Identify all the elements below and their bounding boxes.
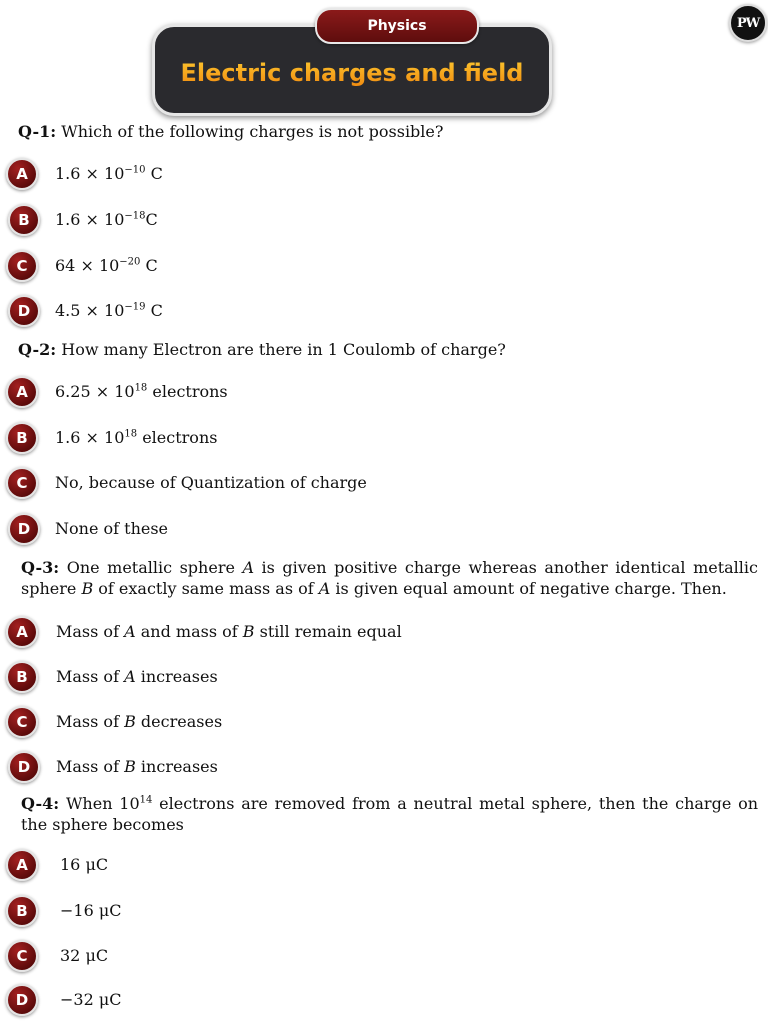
question-text: When $10^{14}$ electrons are removed from a neutral metal sphere, then the charge on the sphere becomes: [21, 794, 759, 834]
question-text: How many Electron are there in 1 Coulomb of charge?: [61, 340, 506, 359]
option-text: $4.5 \times 10^{-19}$ C: [55, 301, 163, 320]
option-text: $64 \times 10^{-20}$ C: [55, 256, 158, 275]
option-text: −16 μC: [60, 901, 122, 920]
option-text: None of these: [55, 519, 169, 538]
option-badge: D: [8, 751, 40, 783]
option-text: −32 μC: [60, 990, 122, 1009]
question-1: [18, 121, 443, 142]
option-badge: A: [6, 616, 38, 648]
pw-logo-icon: PW: [736, 15, 760, 31]
option-badge: B: [6, 661, 38, 693]
question-3: [21, 557, 758, 599]
option-text: 32 μC: [60, 946, 109, 965]
option-badge: D: [6, 984, 38, 1016]
option-text: $1.6 \times 10^{-10}$ C: [55, 164, 163, 183]
option-badge: A: [6, 158, 38, 190]
option-badge: C: [6, 940, 38, 972]
option-badge: B: [6, 895, 38, 927]
option-text: $6.25 \times 10^{18}$ electrons: [55, 382, 228, 401]
question-label: Q-3:: [21, 558, 60, 577]
option-text: Mass of B increases: [56, 757, 218, 776]
question-4: [21, 793, 758, 835]
option-badge: C: [6, 250, 38, 282]
question-text: One metallic sphere A is given positive charge whereas another identical metallic sphere B of exactly same mass as of A is given equal amount of negative charge. Then.: [21, 558, 758, 598]
option-badge: D: [8, 513, 40, 545]
option-text: 16 μC: [60, 855, 109, 874]
option-text: No, because of Quantization of charge: [55, 473, 367, 492]
question-text: Which of the following charges is not possible?: [61, 122, 444, 141]
option-badge: B: [6, 422, 38, 454]
option-text: $1.6 \times 10^{18}$ electrons: [55, 428, 218, 447]
question-label: Q-4:: [21, 794, 60, 813]
option-text: Mass of A and mass of B still remain equal: [56, 622, 402, 641]
option-badge: C: [6, 467, 38, 499]
page-title: Electric charges and field: [181, 53, 524, 87]
option-badge: A: [6, 376, 38, 408]
option-text: Mass of B decreases: [56, 712, 223, 731]
option-badge: A: [6, 849, 38, 881]
question-label: Q-2:: [18, 340, 57, 359]
option-badge: C: [6, 706, 38, 738]
pw-logo: [729, 4, 767, 42]
option-badge: B: [8, 204, 40, 236]
subject-tab: [315, 8, 479, 44]
option-badge: D: [8, 295, 40, 327]
option-text: Mass of A increases: [56, 667, 218, 686]
option-text: $1.6 \times 10^{-18}C$: [55, 210, 158, 229]
question-label: Q-1:: [18, 122, 57, 141]
question-2: [18, 339, 506, 360]
subject-label: Physics: [367, 18, 427, 34]
